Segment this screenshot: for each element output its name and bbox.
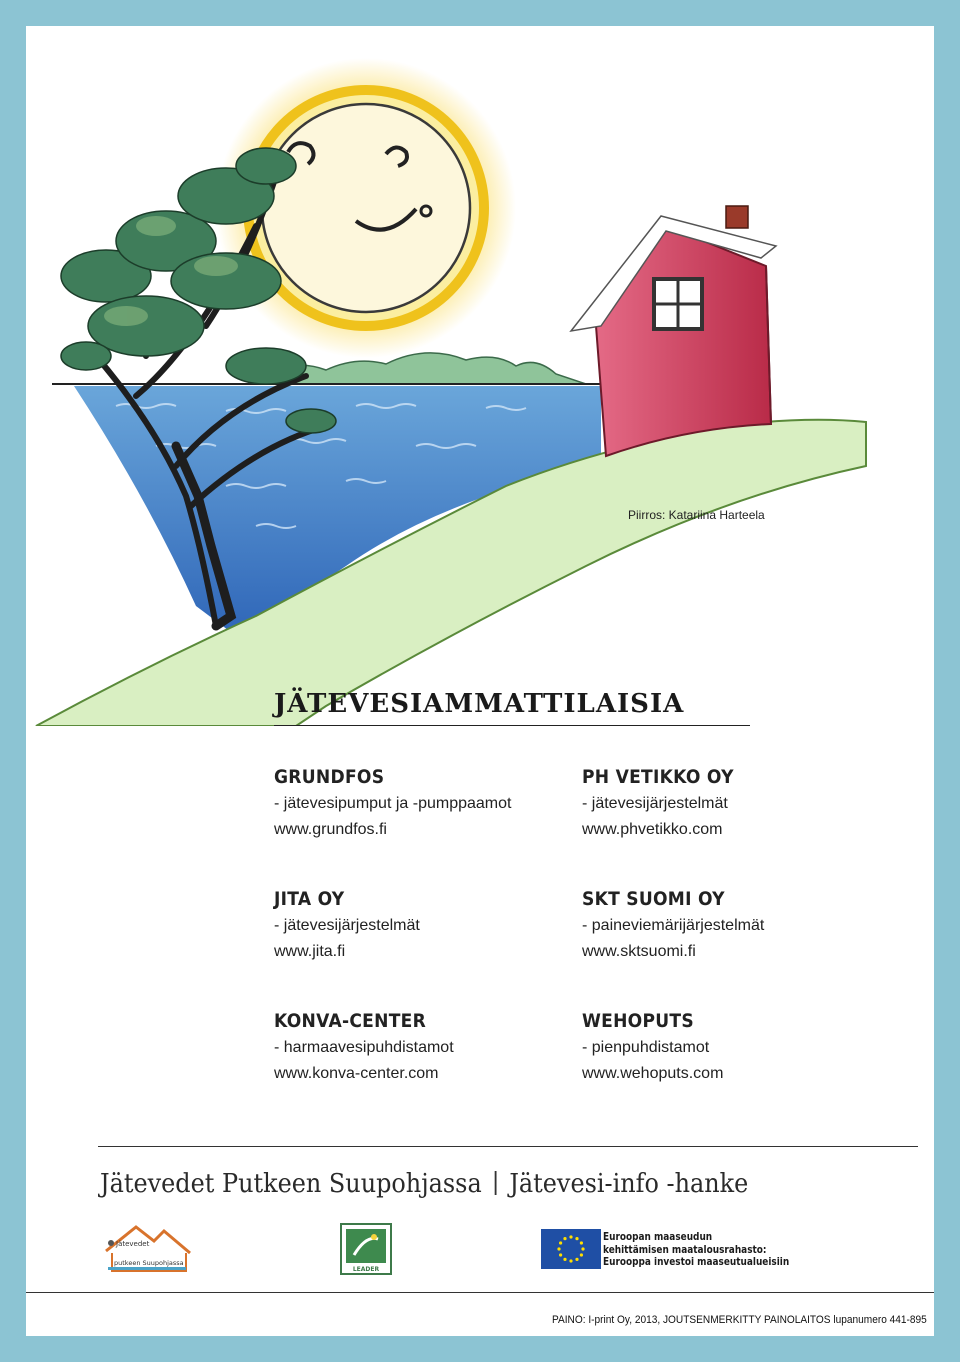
- divider: [26, 1292, 934, 1293]
- poster-sheet: [26, 26, 934, 1336]
- company-konva-center: [274, 1010, 574, 1083]
- company-website[interactable]: www.jita.fi: [274, 943, 346, 960]
- company-name: WEHOPUTS: [582, 1010, 694, 1032]
- project-name: Jätevedet Putkeen Suupohjassa: [100, 1169, 482, 1199]
- jatevedet-putkeen-logo: [102, 1223, 192, 1275]
- project-subtitle: Jätevesi-info -hanke: [509, 1169, 749, 1199]
- printer-line: PAINO: I-print Oy, 2013, JOUTSENMERKITTY PAINOLAITOS: [552, 1314, 831, 1326]
- company-website[interactable]: www.konva-center.com: [274, 1065, 439, 1082]
- leader-label: LEADER: [352, 1266, 380, 1273]
- leader-logo: [340, 1223, 392, 1275]
- company-name: JITA OY: [274, 888, 345, 910]
- eu-text-line: kehittämisen maatalousrahasto:: [603, 1243, 767, 1256]
- lake-cottage-illustration: [26, 26, 934, 726]
- illustration-credit: Piirros: Katariina Harteela: [628, 508, 765, 522]
- company-website[interactable]: www.wehoputs.com: [582, 1065, 724, 1082]
- logo-text-line-2: putkeen Suupohjassa: [114, 1259, 184, 1267]
- separator: [495, 1171, 497, 1195]
- eu-flag: [541, 1229, 601, 1269]
- licence-number: lupanumero 441-895: [833, 1314, 927, 1326]
- section-title: JÄTEVESIAMMATTILAISIA: [274, 689, 750, 726]
- company-ph-vetikko: [582, 766, 882, 839]
- company-description: - paineviemärijärjestelmät: [582, 917, 765, 934]
- eu-text-line: Euroopan maaseudun: [603, 1231, 713, 1243]
- eu-text-line: Eurooppa investoi maaseutualueisiin: [603, 1256, 790, 1268]
- company-description: - jätevesijärjestelmät: [274, 917, 420, 934]
- print-info: [552, 1314, 927, 1326]
- company-description: - jätevesipumput ja -pumppaamot: [274, 795, 512, 812]
- company-name: GRUNDFOS: [274, 766, 385, 788]
- company-grundfos: [274, 766, 574, 839]
- company-name: SKT SUOMI OY: [582, 888, 725, 910]
- divider: [98, 1146, 918, 1147]
- company-skt-suomi: [582, 888, 882, 961]
- company-description: - jätevesijärjestelmät: [582, 795, 728, 812]
- logo-text-line-1: Jätevedet: [116, 1240, 150, 1248]
- company-website[interactable]: www.sktsuomi.fi: [582, 943, 696, 960]
- project-banner: [100, 1169, 748, 1199]
- company-website[interactable]: www.grundfos.fi: [274, 821, 387, 838]
- company-wehoputs: [582, 1010, 882, 1083]
- company-name: PH VETIKKO OY: [582, 766, 734, 788]
- company-name: KONVA-CENTER: [274, 1010, 427, 1032]
- company-description: - pienpuhdistamot: [582, 1039, 710, 1056]
- red-cottage: [571, 206, 776, 456]
- company-jita: [274, 888, 574, 961]
- eu-funding-text: [603, 1231, 789, 1269]
- company-website[interactable]: www.phvetikko.com: [582, 821, 723, 838]
- company-description: - harmaavesipuhdistamot: [274, 1039, 454, 1056]
